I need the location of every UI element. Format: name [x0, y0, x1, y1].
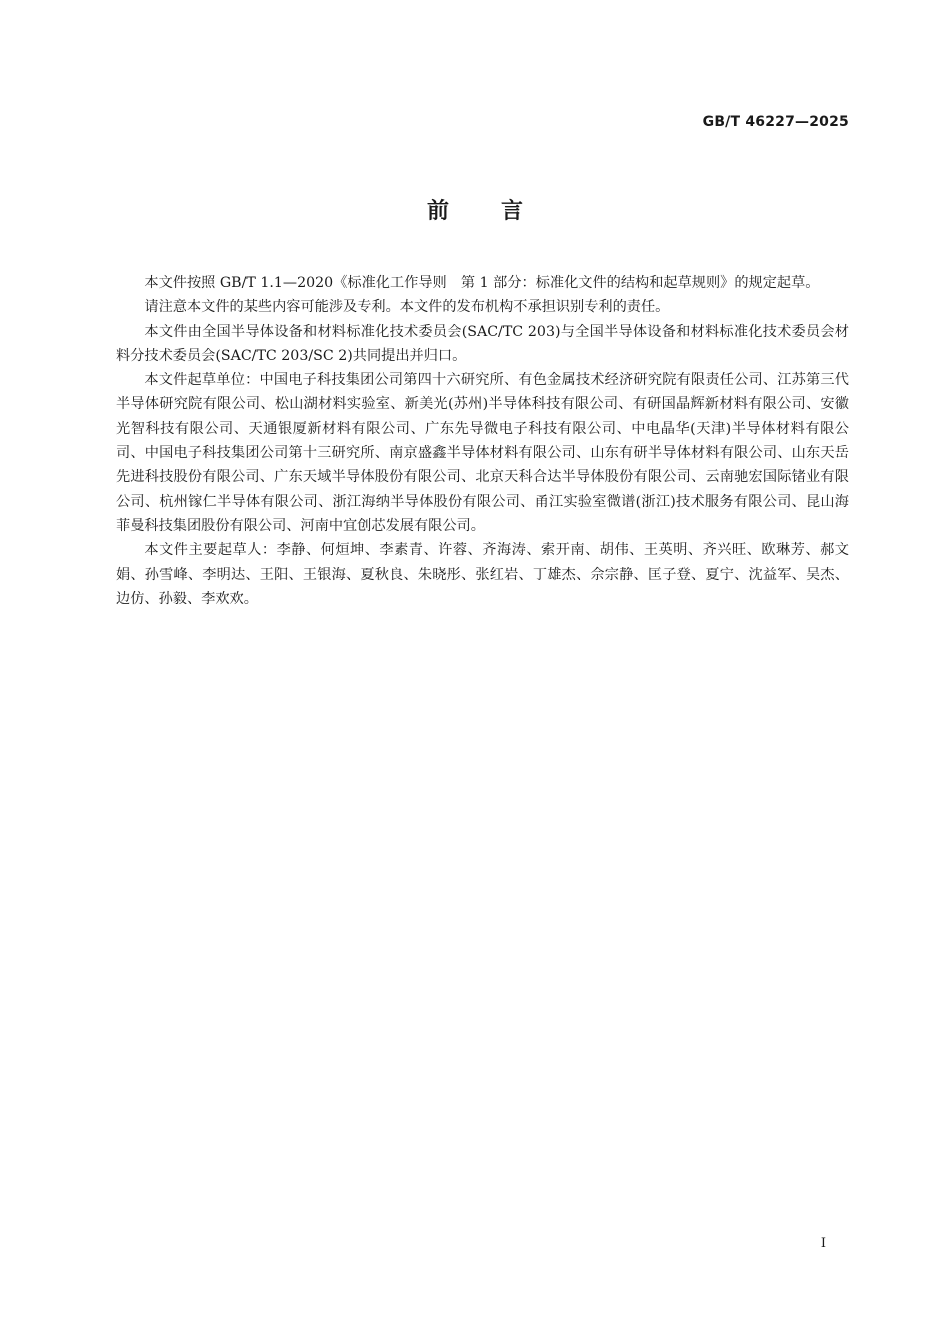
paragraph-proposer: 本文件由全国半导体设备和材料标准化技术委员会(SAC/TC 203)与全国半导体设备和材料标准化技术委员会材料分技术委员会(SAC/TC 203/SC 2)共同提出并归口。	[116, 323, 849, 364]
preface-body	[116, 271, 849, 611]
paragraph-drafters: 本文件主要起草人：李静、何烜坤、李素青、许蓉、齐海涛、索开南、胡伟、王英明、齐兴旺、欧琳芳、郝文娟、孙雪峰、李明达、王阳、王银海、夏秋良、朱晓彤、张红岩、丁雄杰、佘宗静、匡子登、夏宁、沈益军、吴杰、边仿、孙毅、李欢欢。	[116, 542, 849, 607]
page-number: I	[820, 1236, 826, 1251]
page-title: 前言	[426, 199, 575, 224]
standard-number: GB/T 46227—2025	[702, 114, 849, 130]
paragraph-drafting-units: 本文件起草单位：中国电子科技集团公司第四十六研究所、有色金属技术经济研究院有限责任公司、江苏第三代半导体研究院有限公司、松山湖材料实验室、新美光(苏州)半导体科技有限公司、有研国晶辉新材料有限公司、安徽光智科技有限公司、天通银厦新材料有限公司、广东先导微电子科技有限公司、中电晶华(天津)半导体材料有限公司、中国电子科技集团公司第十三研究所、南京盛鑫半导体材料有限公司、山东有研半导体材料有限公司、山东天岳先进科技股份有限公司、广东天域半导体股份有限公司、北京天科合达半导体股份有限公司、云南驰宏国际锗业有限公司、杭州镓仁半导体有限公司、浙江海纳半导体股份有限公司、甬江实验室微谱(浙江)技术服务有限公司、昆山海菲曼科技集团股份有限公司、河南中宜创芯发展有限公司。	[116, 372, 849, 534]
paragraph-drafting-rules: 本文件按照 GB/T 1.1—2020《标准化工作导则 第 1 部分：标准化文件的结构和起草规则》的规定起草。	[144, 275, 820, 291]
paragraph-patent-notice: 请注意本文件的某些内容可能涉及专利。本文件的发布机构不承担识别专利的责任。	[144, 299, 670, 316]
